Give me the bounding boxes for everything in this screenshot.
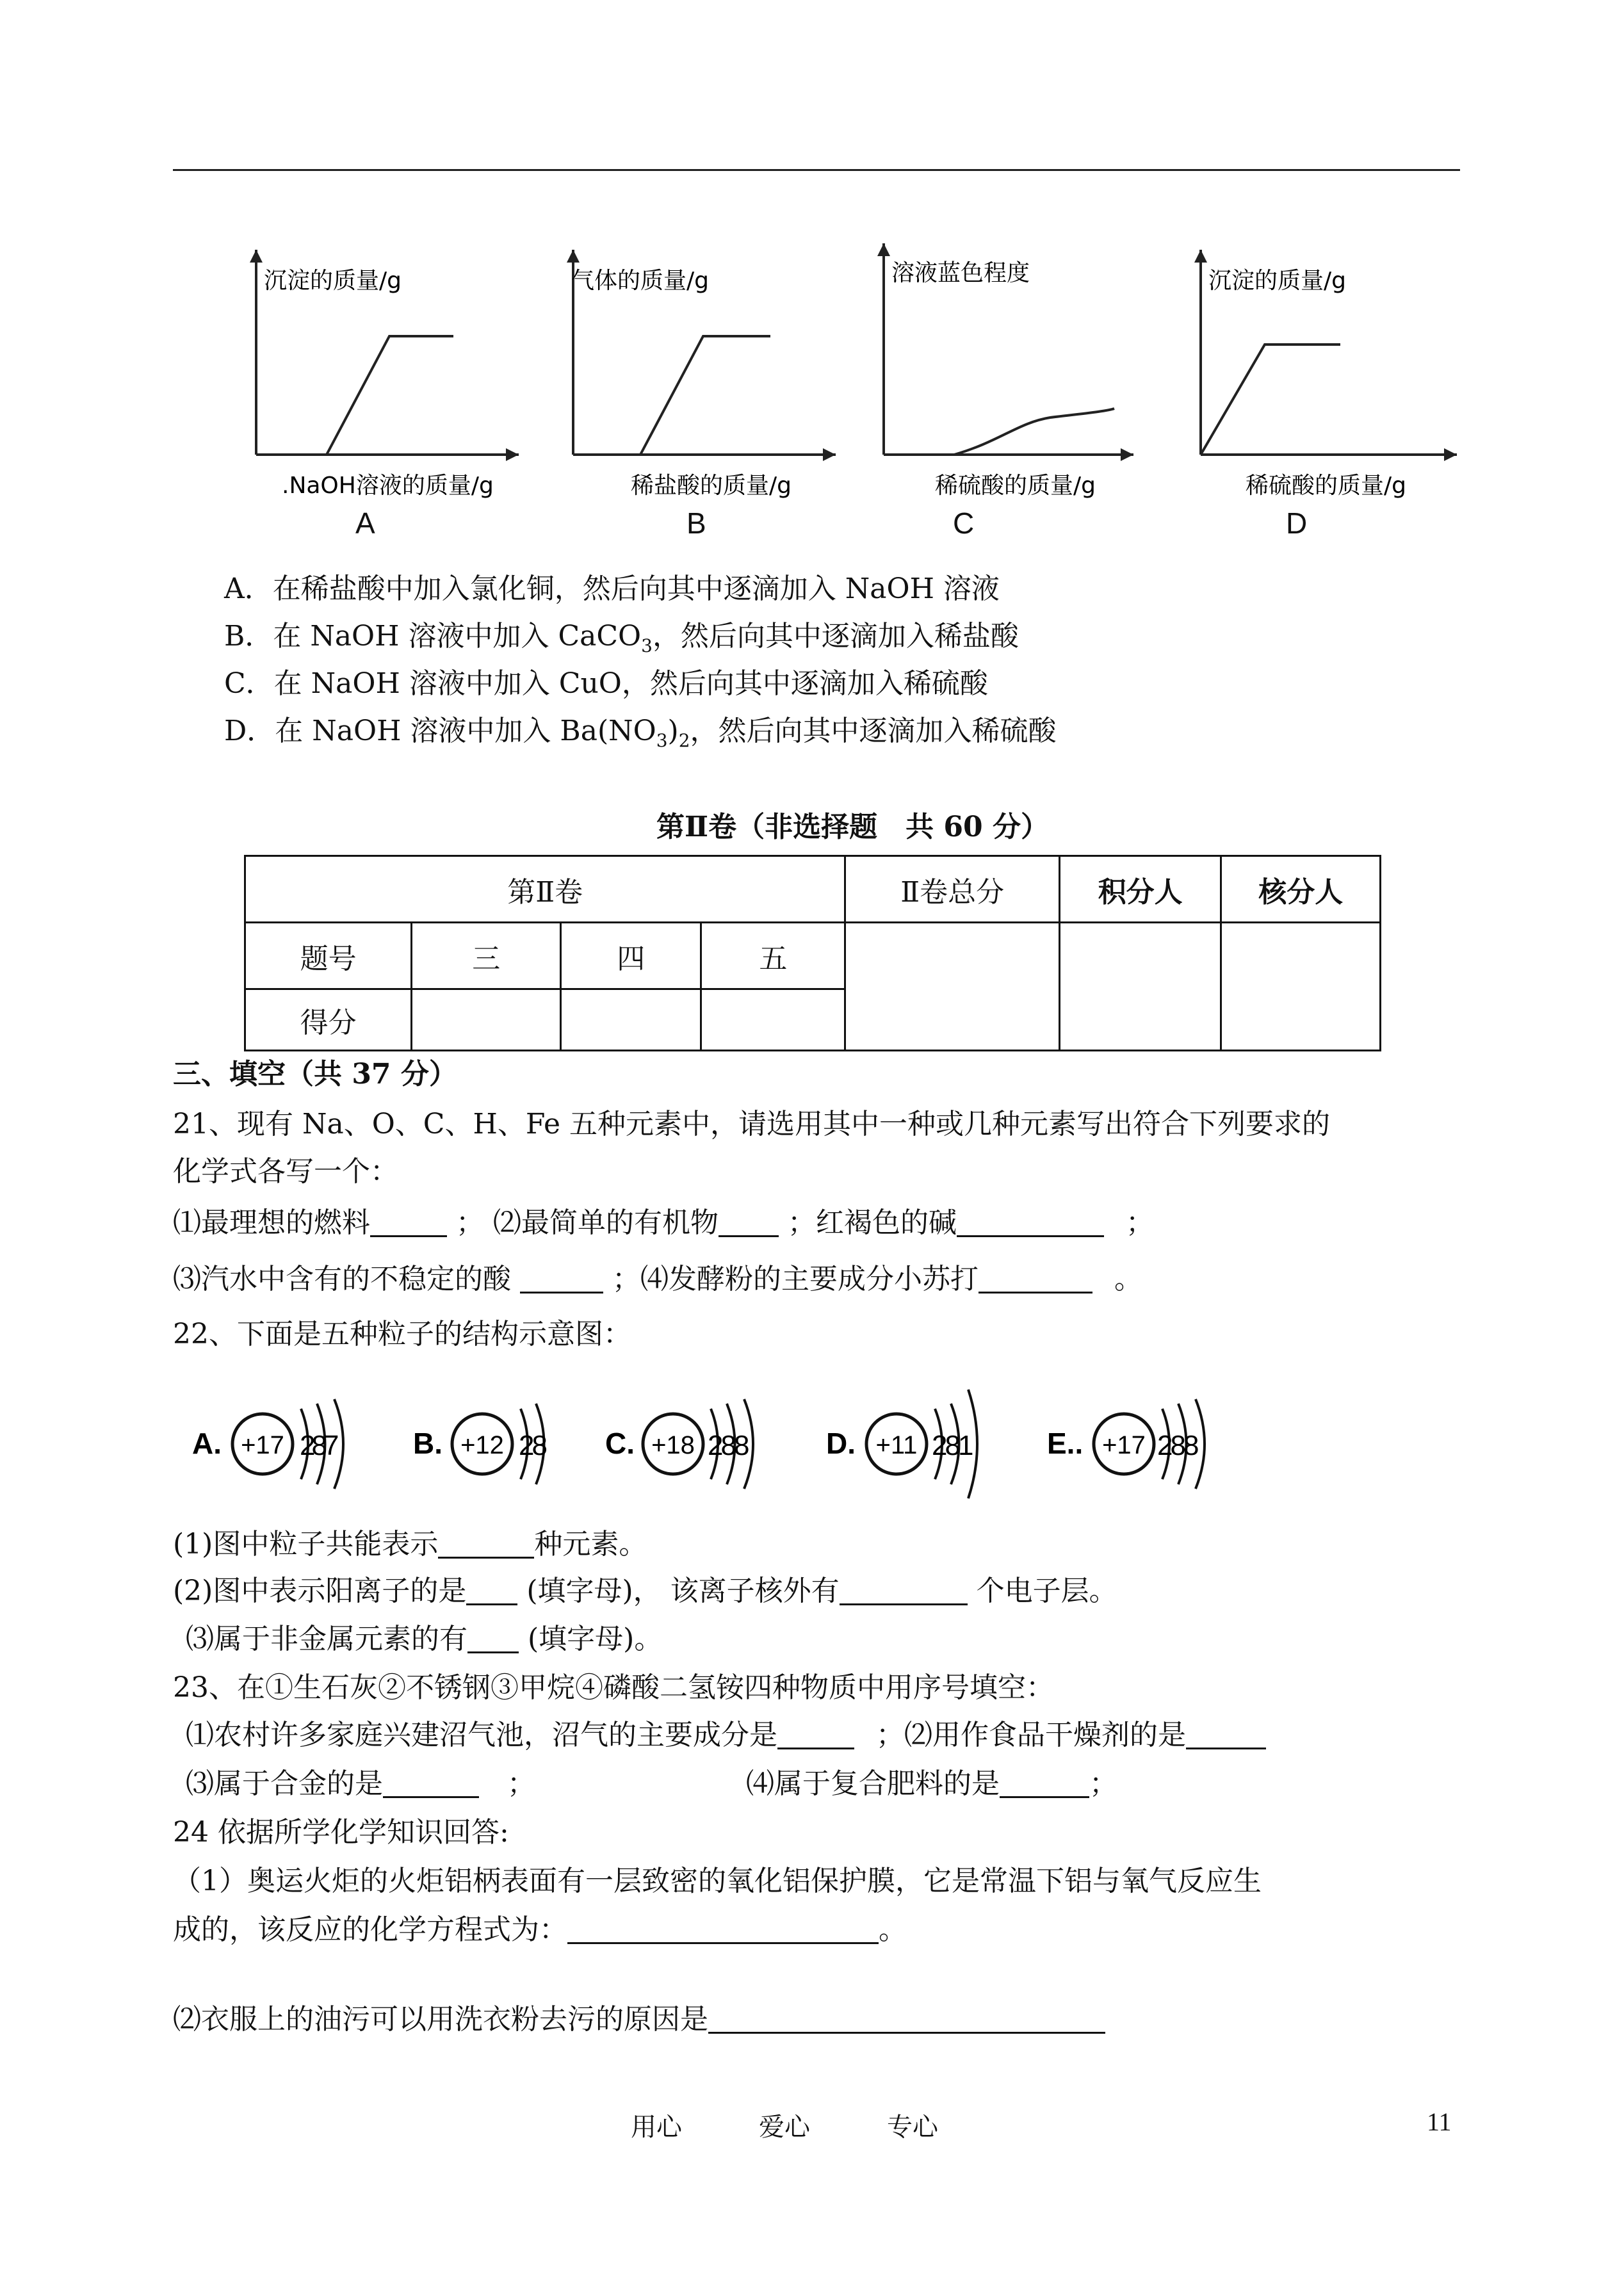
q23-line3-right: ⑷属于复合肥料的是 ； [746,1767,1117,1800]
svg-text:+12: +12 [460,1431,504,1459]
graph-b-xlabel: 稀盐酸的质量/g [631,473,792,499]
score-cell-3[interactable] [412,989,561,1051]
score-table-scorer-cell[interactable] [1059,923,1221,1051]
score-table-col-4: 四 [561,923,701,989]
graph-d [1162,237,1470,506]
q22-sub3: ⑶属于非金属元素的有 (填字母)。 [186,1623,663,1655]
score-table-vol: 第Ⅱ卷 [245,856,845,923]
q22-blank-4[interactable] [467,1625,519,1653]
q24-blank-1[interactable] [567,1915,879,1944]
svg-text:E..: E.. [1047,1427,1084,1460]
svg-text:A.: A. [192,1427,222,1460]
atom-e [1047,1399,1205,1489]
svg-text:D.: D. [826,1427,856,1460]
q21-line4: ⑶汽水中含有的不稳定的酸 ；⑷发酵粉的主要成分小苏打 。 [173,1263,1142,1295]
q22-sub1: (1)图中粒子共能表示 种元素。 [173,1528,647,1561]
q21-blank-1[interactable] [370,1208,447,1237]
score-table-row1-label: 题号 [245,923,412,989]
q24-blank-2[interactable] [708,2005,1105,2034]
svg-text:287: 287 [300,1430,336,1461]
section3-title: 三、填空（共 37 分） [173,1058,457,1091]
score-table-col-3: 三 [412,923,561,989]
graph-a-ylabel: 沉淀的质量/g [264,268,402,294]
q22-sub2: (2)图中表示阳离子的是 (填字母)， 该离子核外有 个电子层。 [173,1575,1117,1607]
q24-line2: 成的，该反应的化学方程式为： 。 [173,1913,907,1946]
graph-c-xlabel: 稀硫酸的质量/g [935,473,1096,499]
q21-blank-4[interactable] [520,1265,603,1293]
graph-c-curve [954,409,1114,455]
graph-b-ylabel: 气体的质量/g [571,268,709,294]
q21-blank-5[interactable] [978,1265,1092,1293]
score-table-scorer: 积分人 [1059,856,1221,923]
atom-a [192,1399,343,1489]
graph-a [218,237,525,506]
q22-blank-1[interactable] [438,1530,534,1559]
score-table-checker-cell[interactable] [1221,923,1381,1051]
q21-line3: ⑴最理想的燃料 ； ⑵最简单的有机物 ；红褐色的碱 ； [173,1206,1154,1239]
atom-c [605,1399,753,1489]
svg-text:+17: +17 [241,1431,284,1459]
graph-a-xlabel: .NaOH溶液的质量/g [282,473,494,499]
q21-line2: 化学式各写一个： [173,1155,398,1188]
option-a: A．在稀盐酸中加入氯化铜，然后向其中逐滴加入 NaOH 溶液 [224,572,1000,605]
score-cell-5[interactable] [701,989,845,1051]
atom-d [826,1390,977,1498]
q24-line1: （1）奥运火炬的火炬铝柄表面有一层致密的氧化铝保护膜，它是常温下铝与氧气反应生 [173,1865,1262,1897]
q22-blank-2[interactable] [466,1577,517,1605]
graph-d-ylabel: 沉淀的质量/g [1208,268,1346,294]
graph-b-curve [640,336,770,455]
svg-text:288: 288 [1157,1430,1197,1461]
graph-b [535,237,842,506]
section2-title: 第Ⅱ卷（非选择题 共 60 分） [656,811,1049,843]
graph-d-xlabel: 稀硫酸的质量/g [1246,473,1406,499]
footer-b: 爱心 [759,2113,810,2142]
q23-line3[interactable]: ⑶属于合金的是 ； [186,1767,535,1800]
q23-blank-3[interactable] [383,1769,479,1798]
footer-c: 专心 [887,2113,938,2142]
svg-text:28: 28 [519,1430,545,1461]
q23-blank-2[interactable] [1186,1721,1266,1749]
q22-blank-3[interactable] [840,1577,968,1605]
footer-a: 用心 [631,2113,682,2142]
page-number: 11 [1427,2107,1452,2136]
q23-blank-4[interactable] [1000,1769,1089,1798]
q21-line1: 21、现有 Na、O、C、H、Fe 五种元素中，请选用其中一种或几种元素写出符合下列要求的 [173,1108,1330,1140]
graph-b-letter: B [686,507,706,540]
option-b: B．在 NaOH 溶液中加入 CaCO$_3$，然后向其中逐滴加入稀盐酸 [224,620,1019,656]
q22-stem: 22、下面是五种粒子的结构示意图： [173,1318,631,1350]
score-table-col-5: 五 [701,923,845,989]
svg-text:288: 288 [708,1430,747,1461]
q24-stem: 24 依据所学化学知识回答: [173,1816,509,1849]
atom-diagrams [186,1364,1274,1518]
graph-d-curve [1201,345,1340,455]
option-c: C．在 NaOH 溶液中加入 CuO，然后向其中逐滴加入稀硫酸 [224,667,988,700]
q24-line3: ⑵衣服上的油污可以用洗衣粉去污的原因是 [173,2000,1105,2039]
q21-blank-3[interactable] [957,1208,1104,1237]
svg-text:281: 281 [932,1430,971,1461]
q23-line2: ⑴农村许多家庭兴建沼气池，沼气的主要成分是 ；⑵用作食品干燥剂的是 [186,1716,1266,1755]
q23-blank-1[interactable] [777,1721,854,1749]
score-table-total: Ⅱ卷总分 [845,856,1060,923]
graph-c-ylabel: 溶液蓝色程度 [891,260,1030,286]
svg-text:+17: +17 [1102,1431,1146,1459]
svg-text:B.: B. [413,1427,443,1460]
graph-c-letter: C [953,507,975,540]
header-rule [173,169,1460,171]
graph-a-letter: A [355,507,375,540]
score-table-total-cell[interactable] [845,923,1060,1051]
q21-blank-2[interactable] [719,1208,779,1237]
graph-d-letter: D [1286,507,1308,540]
score-table-checker: 核分人 [1221,856,1381,923]
svg-text:+18: +18 [651,1431,695,1459]
score-cell-4[interactable] [561,989,701,1051]
graph-a-curve [327,336,453,455]
score-table [244,855,1381,1051]
svg-text:C.: C. [605,1427,635,1460]
option-d: D．在 NaOH 溶液中加入 $Ba(NO_3)_2$，然后向其中逐滴加入稀硫酸 [224,715,1057,751]
graph-c [852,231,1159,506]
q23-stem: 23、在①生石灰②不锈钢③甲烷④磷酸二氢铵四种物质中用序号填空： [173,1671,1054,1704]
atom-b [413,1404,546,1484]
score-table-row2-label: 得分 [245,989,412,1051]
svg-text:+11: +11 [875,1431,918,1459]
